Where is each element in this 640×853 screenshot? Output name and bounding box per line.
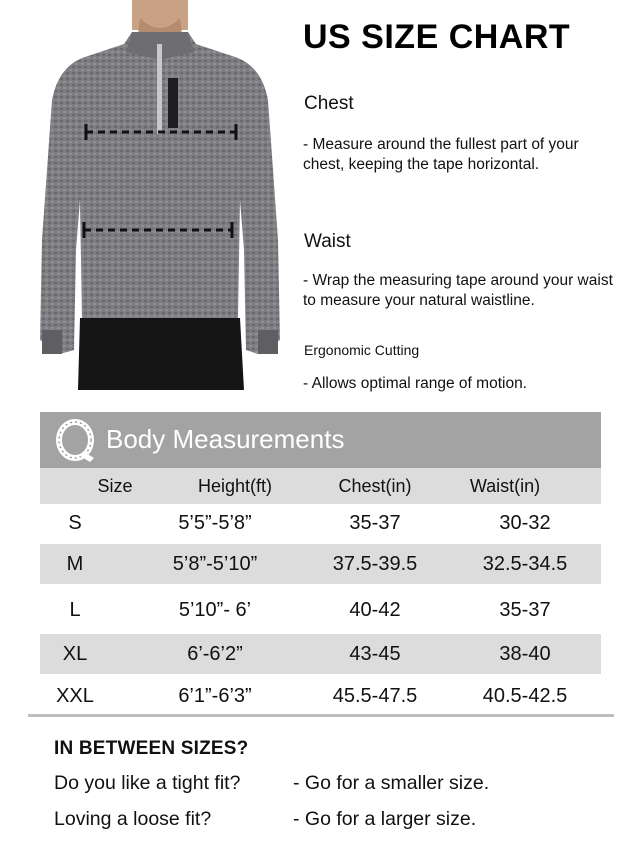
cell-chest: 37.5-39.5: [332, 552, 418, 575]
tip-answer: - Go for a smaller size.: [293, 772, 490, 794]
cell-chest: 45.5-47.5: [332, 684, 418, 707]
ergonomic-description: - Allows optimal range of motion.: [303, 375, 527, 392]
cell-size: M: [66, 552, 84, 575]
tip-answer: - Go for a larger size.: [293, 808, 477, 830]
table-row: [40, 634, 601, 674]
chest-pocket: [168, 78, 178, 128]
waist-heading: Waist: [304, 231, 351, 252]
column-header-height: Height(ft): [197, 475, 273, 496]
cell-waist: 30-32: [499, 511, 551, 534]
in-between-heading: IN BETWEEN SIZES?: [54, 738, 249, 759]
cell-chest: 35-37: [349, 511, 401, 534]
cell-chest: 40-42: [349, 598, 401, 621]
ergonomic-heading: Ergonomic Cutting: [304, 342, 420, 358]
cell-size: L: [69, 598, 81, 621]
column-header-size: Size: [97, 475, 133, 496]
cell-waist: 38-40: [499, 642, 551, 665]
cell-height: 6’-6’2”: [187, 642, 243, 665]
product-photo: [0, 0, 300, 400]
cell-waist: 40.5-42.5: [482, 684, 568, 707]
table-row: [40, 504, 601, 542]
table-title: Body Measurements: [106, 424, 345, 454]
table-row: [40, 676, 601, 716]
tip-question: Loving a loose fit?: [54, 808, 212, 830]
zipper: [157, 44, 162, 134]
chest-description: - Measure around the fullest part of your chest, keeping the tape horizontal.: [303, 136, 579, 173]
table-header-band: [40, 412, 601, 468]
cell-waist: 35-37: [499, 598, 551, 621]
chest-heading: Chest: [304, 93, 354, 114]
table-column-headers: [40, 468, 601, 504]
pants: [78, 318, 244, 390]
waist-description: - Wrap the measuring tape around your waist to measure your natural waistline.: [303, 272, 613, 309]
model-head: [132, 0, 188, 34]
cell-height: 6’1”-6’3”: [178, 684, 252, 707]
cell-height: 5’10”- 6’: [178, 598, 252, 621]
table-row: [40, 590, 601, 630]
cell-size: XL: [62, 642, 88, 665]
column-header-chest: Chest(in): [338, 475, 412, 496]
column-header-waist: Waist(in): [469, 475, 541, 496]
cell-waist: 32.5-34.5: [482, 552, 568, 575]
cell-size: S: [68, 511, 82, 534]
tip-question: Do you like a tight fit?: [54, 772, 241, 794]
table-row: [40, 544, 601, 584]
measuring-tape-icon: [54, 418, 96, 462]
cell-height: 5’8”-5’10”: [172, 552, 258, 575]
page-title: US SIZE CHART: [303, 18, 571, 56]
cell-chest: 43-45: [349, 642, 401, 665]
cell-height: 5’5”-5’8”: [178, 511, 252, 534]
cell-size: XXL: [56, 684, 94, 707]
table-bottom-rule: [28, 714, 614, 717]
